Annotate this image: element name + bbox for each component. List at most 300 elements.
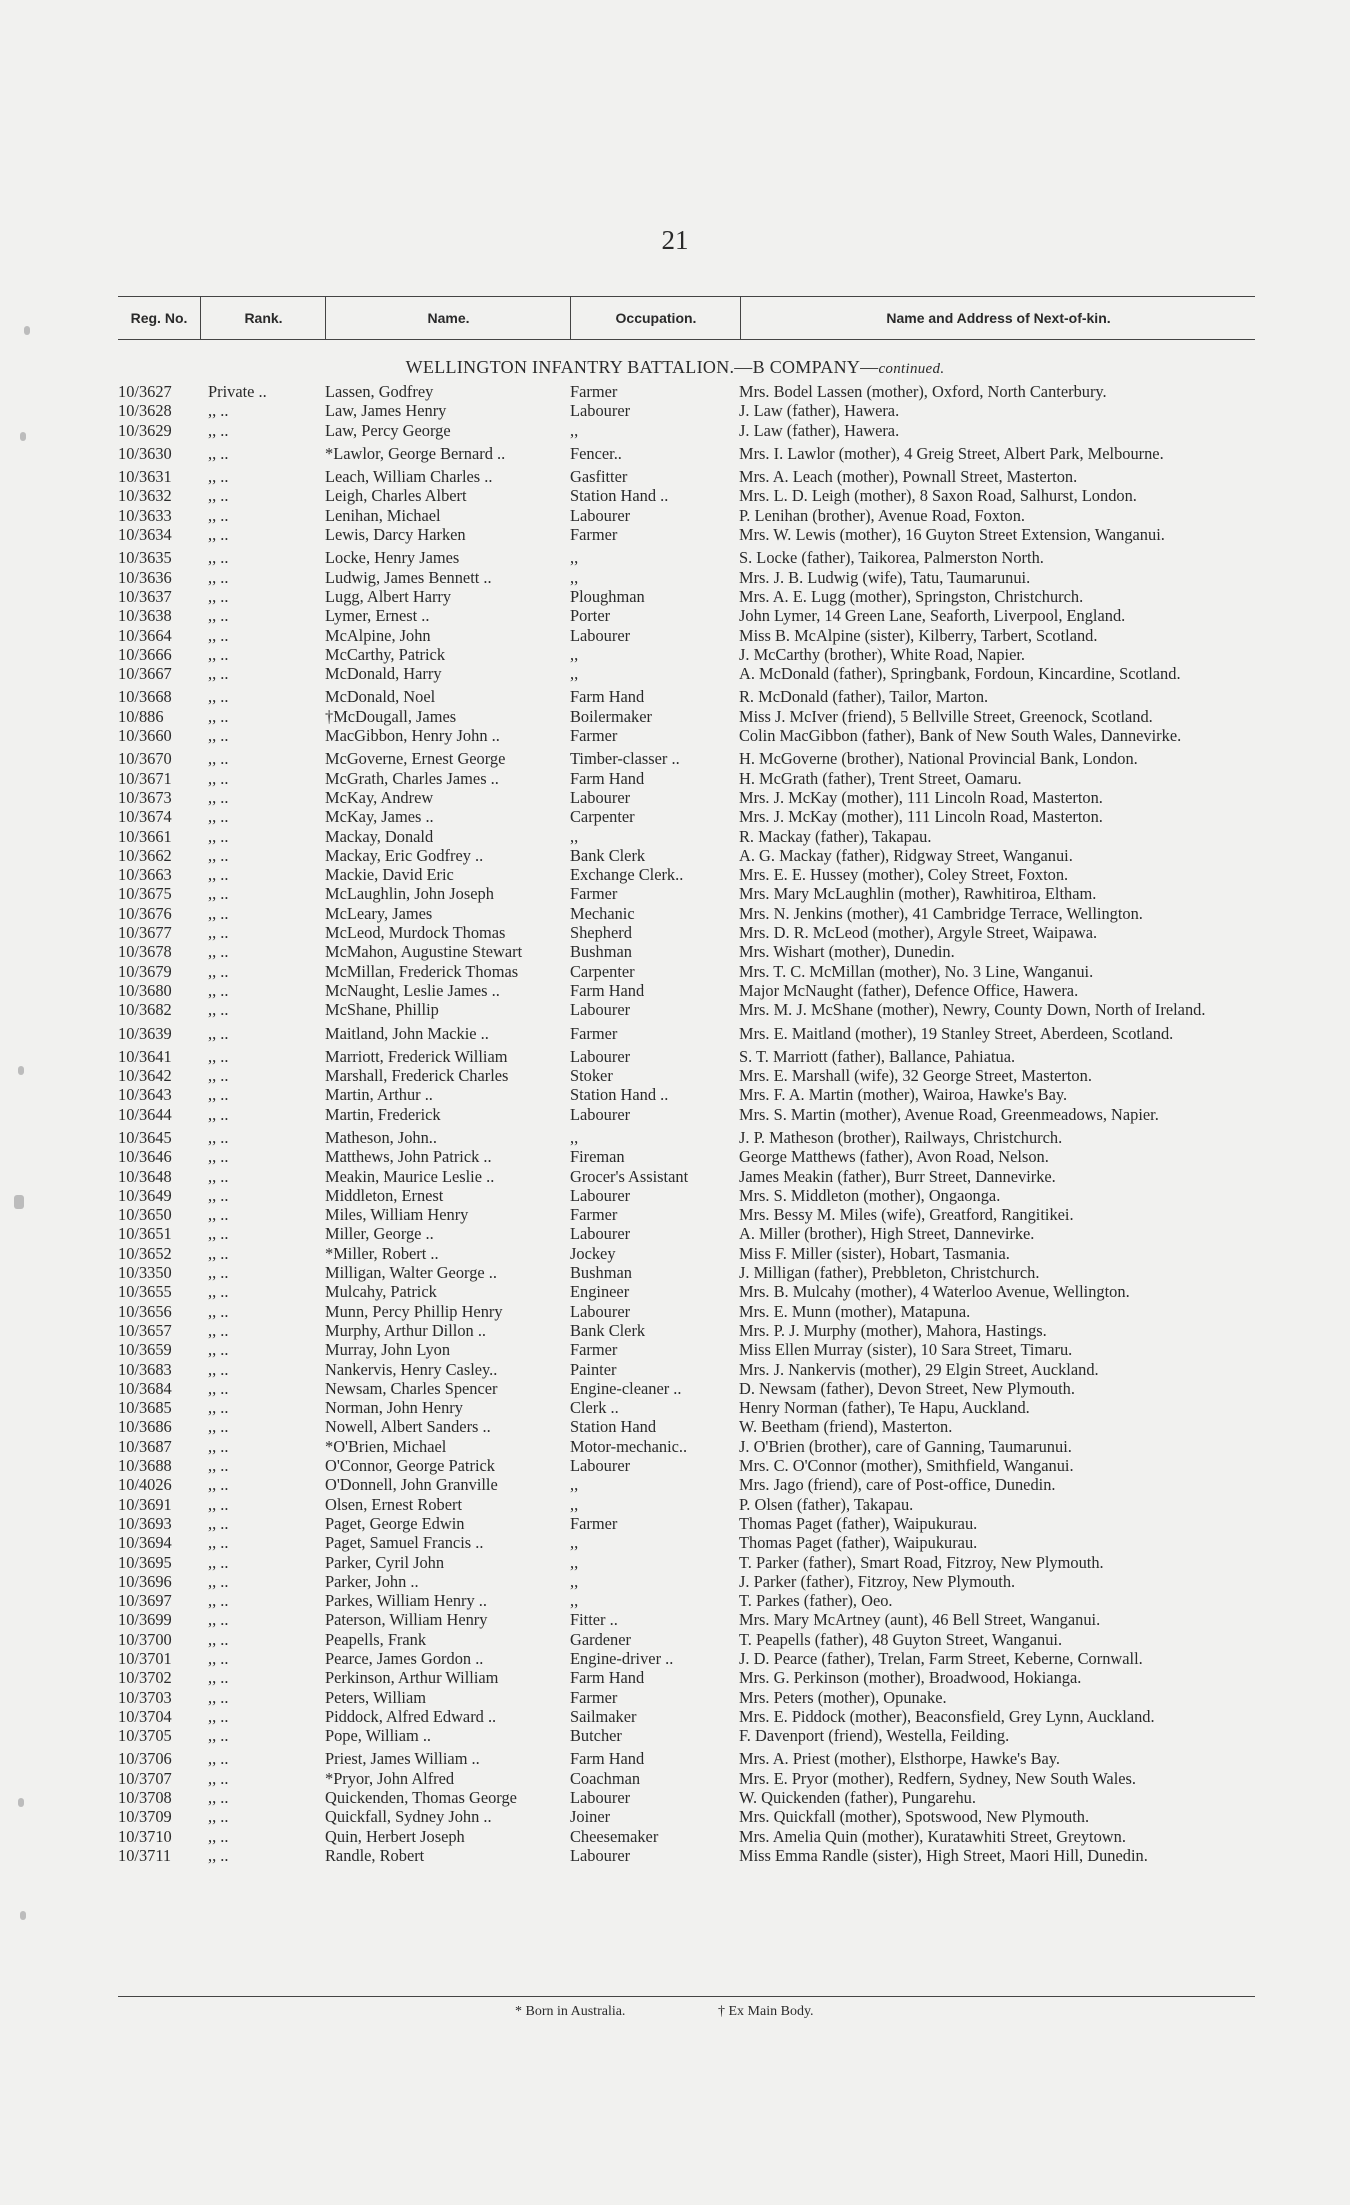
occupation-cell: Farm Hand xyxy=(570,768,645,788)
section-title-text: WELLINGTON INFANTRY BATTALION.—B COMPANY— xyxy=(405,357,879,377)
next-of-kin-cell: Miss Emma Randle (sister), High Street, Maori Hill, Dunedin. xyxy=(739,1845,1148,1865)
name-cell: Middleton, Ernest xyxy=(325,1185,444,1205)
name-cell: McShane, Phillip xyxy=(325,1000,439,1020)
table-row xyxy=(0,1205,1350,1224)
rank-cell: ,, .. xyxy=(208,505,229,525)
name-cell: Marriott, Frederick William xyxy=(325,1046,508,1066)
header-next-of-kin: Name and Address of Next-of-kin. xyxy=(740,297,1256,339)
name-cell: Maitland, John Mackie .. xyxy=(325,1023,489,1043)
reg-no-cell: 10/3646 xyxy=(118,1147,172,1167)
rank-cell: ,, .. xyxy=(208,1085,229,1105)
margin-speck xyxy=(20,1911,26,1920)
table-row xyxy=(0,923,1350,942)
name-cell: Quickenden, Thomas George xyxy=(325,1788,517,1808)
occupation-cell: Labourer xyxy=(570,401,631,421)
reg-no-cell: 10/3709 xyxy=(118,1807,172,1827)
occupation-cell: Fitter .. xyxy=(570,1610,618,1630)
occupation-cell: Exchange Clerk.. xyxy=(570,865,684,885)
occupation-cell: Farmer xyxy=(570,1205,618,1225)
name-cell: *Miller, Robert .. xyxy=(325,1243,439,1263)
table-row xyxy=(0,1749,1350,1768)
next-of-kin-cell: Miss F. Miller (sister), Hobart, Tasmania. xyxy=(739,1243,1010,1263)
name-cell: McMillan, Frederick Thomas xyxy=(325,961,519,981)
rank-cell: ,, .. xyxy=(208,1263,229,1283)
table-row xyxy=(0,981,1350,1000)
rank-cell: ,, .. xyxy=(208,749,229,769)
reg-no-cell: 10/3671 xyxy=(118,768,172,788)
occupation-cell: Station Hand .. xyxy=(570,486,669,506)
next-of-kin-cell: Mrs. C. O'Connor (mother), Smithfield, Wanganui. xyxy=(739,1456,1074,1476)
rank-cell: ,, .. xyxy=(208,1398,229,1418)
reg-no-cell: 10/3683 xyxy=(118,1359,172,1379)
table-row xyxy=(0,1846,1350,1865)
next-of-kin-cell: Mrs. S. Martin (mother), Avenue Road, Greenmeadows, Napier. xyxy=(739,1104,1159,1124)
next-of-kin-cell: W. Beetham (friend), Masterton. xyxy=(739,1417,953,1437)
occupation-cell: Butcher xyxy=(570,1726,622,1746)
name-cell: McKay, James .. xyxy=(325,807,434,827)
name-cell: Perkinson, Arthur William xyxy=(325,1668,499,1688)
name-cell: *Pryor, John Alfred xyxy=(325,1768,455,1788)
table-row xyxy=(0,1688,1350,1707)
name-cell: MacGibbon, Henry John .. xyxy=(325,726,500,746)
occupation-cell: Farmer xyxy=(570,1023,618,1043)
name-cell: Munn, Percy Phillip Henry xyxy=(325,1301,503,1321)
rank-cell: ,, .. xyxy=(208,1571,229,1591)
occupation-cell: Labourer xyxy=(570,1456,631,1476)
next-of-kin-cell: J. Law (father), Hawera. xyxy=(739,420,900,440)
occupation-cell: Stoker xyxy=(570,1066,613,1086)
name-cell: Olsen, Ernest Robert xyxy=(325,1494,463,1514)
next-of-kin-cell: J. Law (father), Hawera. xyxy=(739,401,900,421)
occupation-cell: Clerk .. xyxy=(570,1398,619,1418)
name-cell: Parkes, William Henry .. xyxy=(325,1591,488,1611)
reg-no-cell: 10/3644 xyxy=(118,1104,172,1124)
reg-no-cell: 10/3684 xyxy=(118,1378,172,1398)
rank-cell: ,, .. xyxy=(208,1320,229,1340)
next-of-kin-cell: Mrs. T. C. McMillan (mother), No. 3 Line, Wanganui. xyxy=(739,961,1094,981)
occupation-cell: Farm Hand xyxy=(570,980,645,1000)
roll-table-body xyxy=(0,382,1350,1865)
table-row xyxy=(0,1610,1350,1629)
occupation-cell: ,, xyxy=(570,1591,579,1611)
next-of-kin-cell: Mrs. Jago (friend), care of Post-office, Dunedin. xyxy=(739,1475,1056,1495)
next-of-kin-cell: J. D. Pearce (father), Trelan, Farm Street, Keberne, Cornwall. xyxy=(739,1649,1143,1668)
name-cell: Parker, Cyril John xyxy=(325,1552,445,1572)
name-cell: Matheson, John.. xyxy=(325,1127,437,1147)
next-of-kin-cell: A. G. Mackay (father), Ridgway Street, Wanganui. xyxy=(739,845,1073,865)
reg-no-cell: 10/3652 xyxy=(118,1243,172,1263)
occupation-cell: ,, xyxy=(570,567,579,587)
rank-cell: ,, .. xyxy=(208,768,229,788)
reg-no-cell: 10/3686 xyxy=(118,1417,172,1437)
reg-no-cell: 10/3350 xyxy=(118,1263,172,1283)
occupation-cell: Jockey xyxy=(570,1243,616,1263)
occupation-cell: Joiner xyxy=(570,1807,611,1827)
reg-no-cell: 10/3706 xyxy=(118,1749,172,1769)
next-of-kin-cell: T. Parkes (father), Oeo. xyxy=(739,1591,893,1611)
name-cell: Law, Percy George xyxy=(325,420,451,440)
rank-cell: ,, .. xyxy=(208,1166,229,1186)
next-of-kin-cell: T. Peapells (father), 48 Guyton Street, Wanganui. xyxy=(739,1629,1063,1649)
reg-no-cell: 10/3666 xyxy=(118,644,172,664)
table-row xyxy=(0,1726,1350,1745)
reg-no-cell: 10/3675 xyxy=(118,884,172,904)
occupation-cell: Fencer.. xyxy=(570,443,622,463)
name-cell: Martin, Arthur .. xyxy=(325,1085,433,1105)
name-cell: Mackay, Eric Godfrey .. xyxy=(325,845,484,865)
reg-no-cell: 10/3641 xyxy=(118,1046,172,1066)
occupation-cell: Timber-classer .. xyxy=(570,749,680,769)
rank-cell: ,, .. xyxy=(208,1147,229,1167)
next-of-kin-cell: Mrs. E. Maitland (mother), 19 Stanley Street, Aberdeen, Scotland. xyxy=(739,1023,1174,1043)
table-row xyxy=(0,1495,1350,1514)
table-row xyxy=(0,942,1350,961)
reg-no-cell: 10/3697 xyxy=(118,1591,172,1611)
table-row xyxy=(0,1105,1350,1124)
rank-cell: ,, .. xyxy=(208,467,229,487)
rank-cell: ,, .. xyxy=(208,1726,229,1746)
occupation-cell: Labourer xyxy=(570,1224,631,1244)
next-of-kin-cell: P. Olsen (father), Takapau. xyxy=(739,1494,914,1514)
table-row xyxy=(0,587,1350,606)
occupation-cell: Motor-mechanic.. xyxy=(570,1436,688,1456)
table-row xyxy=(0,749,1350,768)
next-of-kin-cell: W. Quickenden (father), Pungarehu. xyxy=(739,1788,976,1808)
reg-no-cell: 10/3642 xyxy=(118,1066,172,1086)
reg-no-cell: 10/3696 xyxy=(118,1571,172,1591)
next-of-kin-cell: H. McGoverne (brother), National Provincial Bank, London. xyxy=(739,749,1138,769)
name-cell: O'Connor, George Patrick xyxy=(325,1456,495,1476)
next-of-kin-cell: Mrs. A. Priest (mother), Elsthorpe, Hawke's Bay. xyxy=(739,1749,1061,1769)
rank-cell: ,, .. xyxy=(208,1591,229,1611)
name-cell: Meakin, Maurice Leslie .. xyxy=(325,1166,495,1186)
name-cell: McAlpine, John xyxy=(325,625,431,645)
margin-speck xyxy=(18,1798,24,1807)
reg-no-cell: 10/3673 xyxy=(118,787,172,807)
table-row xyxy=(0,548,1350,567)
occupation-cell: Labourer xyxy=(570,1000,631,1020)
table-row xyxy=(0,769,1350,788)
reg-no-cell: 10/3676 xyxy=(118,903,172,923)
table-row xyxy=(0,506,1350,525)
reg-no-cell: 10/3661 xyxy=(118,826,172,846)
occupation-cell: ,, xyxy=(570,826,579,846)
table-row xyxy=(0,444,1350,463)
occupation-cell: Station Hand .. xyxy=(570,1085,669,1105)
next-of-kin-cell: Mrs. G. Perkinson (mother), Broadwood, Hokianga. xyxy=(739,1668,1082,1688)
name-cell: Norman, John Henry xyxy=(325,1398,463,1418)
rank-cell: ,, .. xyxy=(208,1417,229,1437)
reg-no-cell: 10/3674 xyxy=(118,807,172,827)
name-cell: McKay, Andrew xyxy=(325,787,434,807)
occupation-cell: Farmer xyxy=(570,1340,618,1360)
name-cell: Mackay, Donald xyxy=(325,826,434,846)
table-row xyxy=(0,486,1350,505)
reg-no-cell: 10/3630 xyxy=(118,443,172,463)
table-row xyxy=(0,807,1350,826)
occupation-cell: Labourer xyxy=(570,505,631,525)
section-title xyxy=(0,357,1350,378)
name-cell: Law, James Henry xyxy=(325,401,447,421)
rank-cell: ,, .. xyxy=(208,726,229,746)
rank-cell: ,, .. xyxy=(208,1649,229,1668)
next-of-kin-cell: Thomas Paget (father), Waipukurau. xyxy=(739,1513,978,1533)
name-cell: Martin, Frederick xyxy=(325,1104,441,1124)
occupation-cell: Fireman xyxy=(570,1147,625,1167)
name-cell: Mulcahy, Patrick xyxy=(325,1282,437,1302)
rank-cell: ,, .. xyxy=(208,420,229,440)
reg-no-cell: 10/3639 xyxy=(118,1023,172,1043)
rank-cell: ,, .. xyxy=(208,1768,229,1788)
table-row xyxy=(0,1417,1350,1436)
next-of-kin-cell: Colin MacGibbon (father), Bank of New South Wales, Dannevirke. xyxy=(739,726,1182,746)
rank-cell: ,, .. xyxy=(208,548,229,568)
next-of-kin-cell: Mrs. E. Piddock (mother), Beaconsfield, Grey Lynn, Auckland. xyxy=(739,1706,1155,1726)
rank-cell: ,, .. xyxy=(208,443,229,463)
occupation-cell: Boilermaker xyxy=(570,706,652,726)
rank-cell: ,, .. xyxy=(208,1104,229,1124)
occupation-cell: Farm Hand xyxy=(570,1749,645,1769)
next-of-kin-cell: Mrs. I. Lawlor (mother), 4 Greig Street, Albert Park, Melbourne. xyxy=(739,443,1164,463)
next-of-kin-cell: J. Milligan (father), Prebbleton, Christchurch. xyxy=(739,1263,1040,1283)
bottom-rule xyxy=(118,1996,1255,1997)
occupation-cell: ,, xyxy=(570,1533,579,1553)
next-of-kin-cell: Mrs. A. E. Lugg (mother), Springston, Christchurch. xyxy=(739,586,1084,606)
reg-no-cell: 10/3660 xyxy=(118,726,172,746)
table-row xyxy=(0,827,1350,846)
next-of-kin-cell: Miss J. McIver (friend), 5 Bellville Street, Greenock, Scotland. xyxy=(739,706,1153,726)
name-cell: Marshall, Frederick Charles xyxy=(325,1066,509,1086)
table-row xyxy=(0,1591,1350,1610)
rank-cell: ,, .. xyxy=(208,1845,229,1865)
reg-no-cell: 10/886 xyxy=(118,706,164,726)
table-row xyxy=(0,1769,1350,1788)
occupation-cell: Bushman xyxy=(570,1263,632,1283)
next-of-kin-cell: D. Newsam (father), Devon Street, New Plymouth. xyxy=(739,1378,1075,1398)
table-row xyxy=(0,1224,1350,1243)
rank-cell: ,, .. xyxy=(208,1224,229,1244)
footnote-born-australia: * Born in Australia. xyxy=(515,2004,626,2019)
rank-cell: ,, .. xyxy=(208,1749,229,1769)
rank-cell: ,, .. xyxy=(208,1127,229,1147)
rank-cell: ,, .. xyxy=(208,980,229,1000)
reg-no-cell: 10/3643 xyxy=(118,1085,172,1105)
header-reg-no: Reg. No. xyxy=(130,310,188,326)
rank-cell: ,, .. xyxy=(208,1494,229,1514)
reg-no-cell: 10/3711 xyxy=(118,1845,172,1865)
next-of-kin-cell: James Meakin (father), Burr Street, Dannevirke. xyxy=(739,1166,1056,1186)
occupation-cell: Labourer xyxy=(570,625,631,645)
occupation-cell: Labourer xyxy=(570,1845,631,1865)
reg-no-cell: 10/3632 xyxy=(118,486,172,506)
reg-no-cell: 10/3710 xyxy=(118,1826,172,1846)
name-cell: Murphy, Arthur Dillon .. xyxy=(325,1320,487,1340)
occupation-cell: Porter xyxy=(570,606,611,626)
next-of-kin-cell: Mrs. M. J. McShane (mother), Newry, County Down, North of Ireland. xyxy=(739,1000,1206,1020)
next-of-kin-cell: Mrs. N. Jenkins (mother), 41 Cambridge Terrace, Wellington. xyxy=(739,903,1143,923)
name-cell: Priest, James William .. xyxy=(325,1749,480,1769)
reg-no-cell: 10/3699 xyxy=(118,1610,172,1630)
table-row xyxy=(0,626,1350,645)
table-row xyxy=(0,1066,1350,1085)
occupation-cell: ,, xyxy=(570,548,579,568)
table-row xyxy=(0,1167,1350,1186)
header-name: Name. xyxy=(325,297,571,339)
name-cell: Pope, William .. xyxy=(325,1726,432,1746)
table-row xyxy=(0,1668,1350,1687)
reg-no-cell: 10/3655 xyxy=(118,1282,172,1302)
next-of-kin-cell: Mrs. Wishart (mother), Dunedin. xyxy=(739,942,955,962)
table-row xyxy=(0,1533,1350,1552)
rank-cell: ,, .. xyxy=(208,845,229,865)
rank-cell: ,, .. xyxy=(208,486,229,506)
rank-cell: ,, .. xyxy=(208,567,229,587)
reg-no-cell: 10/3700 xyxy=(118,1629,172,1649)
rank-cell: ,, .. xyxy=(208,826,229,846)
reg-no-cell: 10/3682 xyxy=(118,1000,172,1020)
reg-no-cell: 10/3637 xyxy=(118,586,172,606)
next-of-kin-cell: Mrs. Peters (mother), Opunake. xyxy=(739,1687,947,1707)
reg-no-cell: 10/3680 xyxy=(118,980,172,1000)
reg-no-cell: 10/3677 xyxy=(118,923,172,943)
occupation-cell: Ploughman xyxy=(570,586,645,606)
next-of-kin-cell: Mrs. A. Leach (mother), Pownall Street, Masterton. xyxy=(739,467,1078,487)
reg-no-cell: 10/3667 xyxy=(118,664,172,684)
footnote-ex-main-body: † Ex Main Body. xyxy=(718,2004,814,2019)
next-of-kin-cell: John Lymer, 14 Green Lane, Seaforth, Liverpool, England. xyxy=(739,606,1126,626)
rank-cell: ,, .. xyxy=(208,1340,229,1360)
rank-cell: ,, .. xyxy=(208,1359,229,1379)
reg-no-cell: 10/3694 xyxy=(118,1533,172,1553)
table-row xyxy=(0,687,1350,706)
occupation-cell: Cheesemaker xyxy=(570,1826,659,1846)
table-row xyxy=(0,1340,1350,1359)
header-rank: Rank. xyxy=(200,297,326,339)
name-cell: Miles, William Henry xyxy=(325,1205,469,1225)
rank-cell: ,, .. xyxy=(208,1513,229,1533)
table-row xyxy=(0,1000,1350,1019)
reg-no-cell: 10/4026 xyxy=(118,1475,172,1495)
name-cell: Pearce, James Gordon .. xyxy=(325,1649,484,1668)
name-cell: McDonald, Noel xyxy=(325,687,436,707)
reg-no-cell: 10/3703 xyxy=(118,1687,172,1707)
reg-no-cell: 10/3702 xyxy=(118,1668,172,1688)
occupation-cell: Labourer xyxy=(570,1185,631,1205)
occupation-cell: Farm Hand xyxy=(570,687,645,707)
reg-no-cell: 10/3649 xyxy=(118,1185,172,1205)
rank-cell: ,, .. xyxy=(208,1066,229,1086)
next-of-kin-cell: Miss Ellen Murray (sister), 10 Sara Street, Timaru. xyxy=(739,1340,1073,1360)
occupation-cell: Sailmaker xyxy=(570,1706,637,1726)
occupation-cell: Bank Clerk xyxy=(570,845,646,865)
name-cell: Lugg, Albert Harry xyxy=(325,586,452,606)
reg-no-cell: 10/3705 xyxy=(118,1726,172,1746)
occupation-cell: Farm Hand xyxy=(570,1668,645,1688)
name-cell: Quin, Herbert Joseph xyxy=(325,1826,465,1846)
reg-no-cell: 10/3679 xyxy=(118,961,172,981)
reg-no-cell: 10/3648 xyxy=(118,1166,172,1186)
reg-no-cell: 10/3651 xyxy=(118,1224,172,1244)
occupation-cell: Farmer xyxy=(570,1687,618,1707)
next-of-kin-cell: Mrs. J. Nankervis (mother), 29 Elgin Street, Auckland. xyxy=(739,1359,1099,1379)
next-of-kin-cell: J. McCarthy (brother), White Road, Napier. xyxy=(739,644,1026,664)
table-row xyxy=(0,1263,1350,1282)
next-of-kin-cell: Mrs. J. McKay (mother), 111 Lincoln Road, Masterton. xyxy=(739,807,1103,827)
occupation-cell: Farmer xyxy=(570,726,618,746)
name-cell: *O'Brien, Michael xyxy=(325,1436,447,1456)
name-cell: Ludwig, James Bennett .. xyxy=(325,567,492,587)
table-row xyxy=(0,467,1350,486)
margin-speck xyxy=(20,432,26,441)
next-of-kin-cell: J. O'Brien (brother), care of Ganning, Taumarunui. xyxy=(739,1436,1072,1456)
rank-cell: ,, .. xyxy=(208,1807,229,1827)
name-cell: †McDougall, James xyxy=(325,706,457,726)
header-occupation: Occupation. xyxy=(570,297,741,339)
occupation-cell: Engine-driver .. xyxy=(570,1649,674,1668)
next-of-kin-cell: T. Parker (father), Smart Road, Fitzroy, New Plymouth. xyxy=(739,1552,1104,1572)
reg-no-cell: 10/3650 xyxy=(118,1205,172,1225)
next-of-kin-cell: Mrs. J. McKay (mother), 111 Lincoln Road, Masterton. xyxy=(739,787,1103,807)
reg-no-cell: 10/3670 xyxy=(118,749,172,769)
name-cell: Mackie, David Eric xyxy=(325,865,454,885)
rank-cell: ,, .. xyxy=(208,644,229,664)
rank-cell: ,, .. xyxy=(208,1629,229,1649)
table-row xyxy=(0,664,1350,683)
next-of-kin-cell: Henry Norman (father), Te Hapu, Auckland. xyxy=(739,1398,1030,1418)
margin-speck xyxy=(14,1195,24,1209)
table-row xyxy=(0,1360,1350,1379)
next-of-kin-cell: Mrs. E. E. Hussey (mother), Coley Street, Foxton. xyxy=(739,865,1069,885)
next-of-kin-cell: H. McGrath (father), Trent Street, Oamaru. xyxy=(739,768,1022,788)
reg-no-cell: 10/3635 xyxy=(118,548,172,568)
occupation-cell: Labourer xyxy=(570,1301,631,1321)
occupation-cell: Carpenter xyxy=(570,807,635,827)
rank-cell: ,, .. xyxy=(208,687,229,707)
name-cell: McMahon, Augustine Stewart xyxy=(325,942,523,962)
rank-cell: ,, .. xyxy=(208,1533,229,1553)
rank-cell: ,, .. xyxy=(208,942,229,962)
table-row xyxy=(0,1147,1350,1166)
table-row xyxy=(0,1282,1350,1301)
reg-no-cell: 10/3628 xyxy=(118,401,172,421)
table-row xyxy=(0,1649,1350,1668)
table-row xyxy=(0,1572,1350,1591)
name-cell: Peters, William xyxy=(325,1687,427,1707)
rank-cell: ,, .. xyxy=(208,1788,229,1808)
reg-no-cell: 10/3659 xyxy=(118,1340,172,1360)
table-row xyxy=(0,904,1350,923)
reg-no-cell: 10/3629 xyxy=(118,420,172,440)
table-row xyxy=(0,568,1350,587)
rank-cell: ,, .. xyxy=(208,1552,229,1572)
occupation-cell: Coachman xyxy=(570,1768,641,1788)
occupation-cell: Painter xyxy=(570,1359,617,1379)
next-of-kin-cell: F. Davenport (friend), Westella, Feilding. xyxy=(739,1726,1010,1746)
occupation-cell: ,, xyxy=(570,1127,579,1147)
name-cell: Paget, Samuel Francis .. xyxy=(325,1533,484,1553)
name-cell: Paterson, William Henry xyxy=(325,1610,488,1630)
occupation-cell: Farmer xyxy=(570,1513,618,1533)
reg-no-cell: 10/3663 xyxy=(118,865,172,885)
name-cell: McDonald, Harry xyxy=(325,664,442,684)
reg-no-cell: 10/3693 xyxy=(118,1513,172,1533)
table-header xyxy=(118,296,1255,340)
table-row xyxy=(0,865,1350,884)
occupation-cell: Station Hand xyxy=(570,1417,657,1437)
rank-cell: ,, .. xyxy=(208,1282,229,1302)
reg-no-cell: 10/3656 xyxy=(118,1301,172,1321)
name-cell: Leigh, Charles Albert xyxy=(325,486,467,506)
